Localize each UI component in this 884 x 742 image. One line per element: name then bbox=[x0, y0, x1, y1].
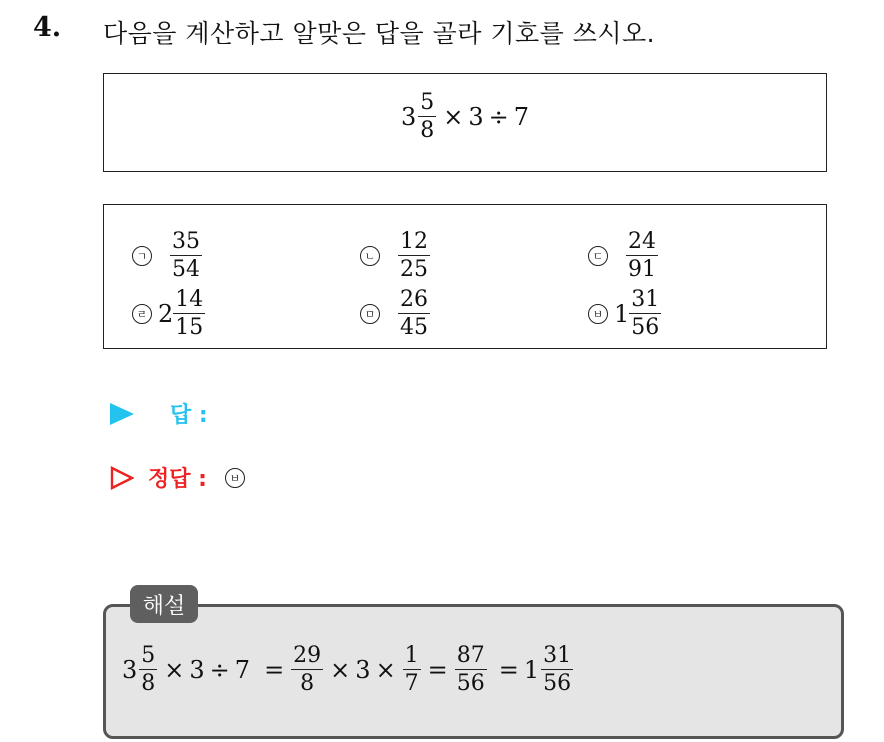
expl-times-sign-3: × bbox=[375, 656, 396, 684]
divide-sign: ÷ bbox=[488, 103, 509, 131]
expl-times-sign: × bbox=[164, 656, 185, 684]
expl-equals-2: = bbox=[427, 656, 448, 684]
answer-label: 답 : bbox=[170, 403, 208, 428]
choice-denominator: 56 bbox=[631, 315, 660, 340]
expl-seven: 7 bbox=[234, 656, 251, 684]
choice-denominator: 25 bbox=[400, 257, 428, 282]
choice-label: ㄴ bbox=[360, 246, 380, 266]
choice-label: ㄷ bbox=[588, 246, 608, 266]
choice-numerator: 31 bbox=[631, 287, 660, 312]
expl-f3-num: 87 bbox=[456, 643, 485, 668]
expl-divide-sign: ÷ bbox=[209, 656, 230, 684]
expr-numerator: 5 bbox=[420, 90, 435, 115]
expl-equals-1: = bbox=[264, 656, 285, 684]
expr-operand-2: 7 bbox=[513, 103, 530, 131]
choice-numerator: 35 bbox=[172, 229, 200, 254]
choice-whole: 1 bbox=[614, 300, 630, 328]
expl-three-2: 3 bbox=[355, 656, 371, 684]
outline-arrow-icon bbox=[110, 466, 134, 490]
choice-numerator: 24 bbox=[628, 229, 656, 254]
play-arrow-icon bbox=[110, 403, 134, 425]
expl-three: 3 bbox=[189, 656, 205, 684]
expl-f2-num: 1 bbox=[404, 643, 419, 668]
choice-numerator: 14 bbox=[175, 287, 204, 312]
times-sign: × bbox=[443, 103, 464, 131]
problem-expression bbox=[401, 92, 529, 142]
question-number: 4. bbox=[33, 12, 62, 43]
expression-box bbox=[103, 73, 827, 172]
question-text: 다음을 계산하고 알맞은 답을 골라 기호를 쓰시오. bbox=[103, 19, 656, 48]
choice-1[interactable] bbox=[132, 231, 204, 281]
expl-f1-num: 29 bbox=[293, 643, 322, 668]
choice-6[interactable] bbox=[588, 289, 663, 339]
expl-result-num: 31 bbox=[543, 643, 572, 668]
expl-f1-den: 8 bbox=[300, 671, 315, 696]
choice-label: ㅂ bbox=[588, 304, 608, 324]
choice-denominator: 54 bbox=[172, 257, 200, 282]
expl-start-den: 8 bbox=[141, 671, 156, 696]
explanation-tag: 해설 bbox=[130, 585, 198, 623]
choice-denominator: 15 bbox=[175, 315, 204, 340]
choice-5[interactable] bbox=[360, 289, 432, 339]
choice-denominator: 91 bbox=[628, 257, 656, 282]
expl-f2-den: 7 bbox=[404, 671, 419, 696]
choice-whole: 2 bbox=[158, 300, 174, 328]
expr-operand-1: 3 bbox=[468, 103, 484, 131]
choice-label: ㄱ bbox=[132, 246, 152, 266]
explanation-equation bbox=[122, 645, 575, 695]
expr-fraction bbox=[418, 92, 436, 142]
choice-label: ㅁ bbox=[360, 304, 380, 324]
choice-denominator: 45 bbox=[400, 315, 428, 340]
expl-start-whole: 3 bbox=[122, 656, 138, 684]
choice-label: ㄹ bbox=[132, 304, 152, 324]
correct-answer-label: 정답 : bbox=[148, 467, 207, 492]
choice-4[interactable] bbox=[132, 289, 207, 339]
expl-start-num: 5 bbox=[141, 643, 156, 668]
expl-f3-den: 56 bbox=[456, 671, 485, 696]
expl-result-den: 56 bbox=[543, 671, 572, 696]
expl-result-whole: 1 bbox=[523, 656, 540, 684]
expr-whole: 3 bbox=[400, 103, 417, 131]
choice-numerator: 26 bbox=[400, 287, 428, 312]
correct-answer-row bbox=[110, 462, 261, 493]
answer-row bbox=[110, 398, 208, 429]
expl-times-sign-2: × bbox=[330, 656, 351, 684]
choices-box bbox=[103, 204, 827, 349]
choice-numerator: 12 bbox=[400, 229, 428, 254]
choice-3[interactable] bbox=[588, 231, 660, 281]
correct-answer-value: ㅂ bbox=[225, 468, 245, 488]
expr-denominator: 8 bbox=[420, 118, 435, 143]
choice-2[interactable] bbox=[360, 231, 432, 281]
expl-equals-3: = bbox=[498, 656, 519, 684]
